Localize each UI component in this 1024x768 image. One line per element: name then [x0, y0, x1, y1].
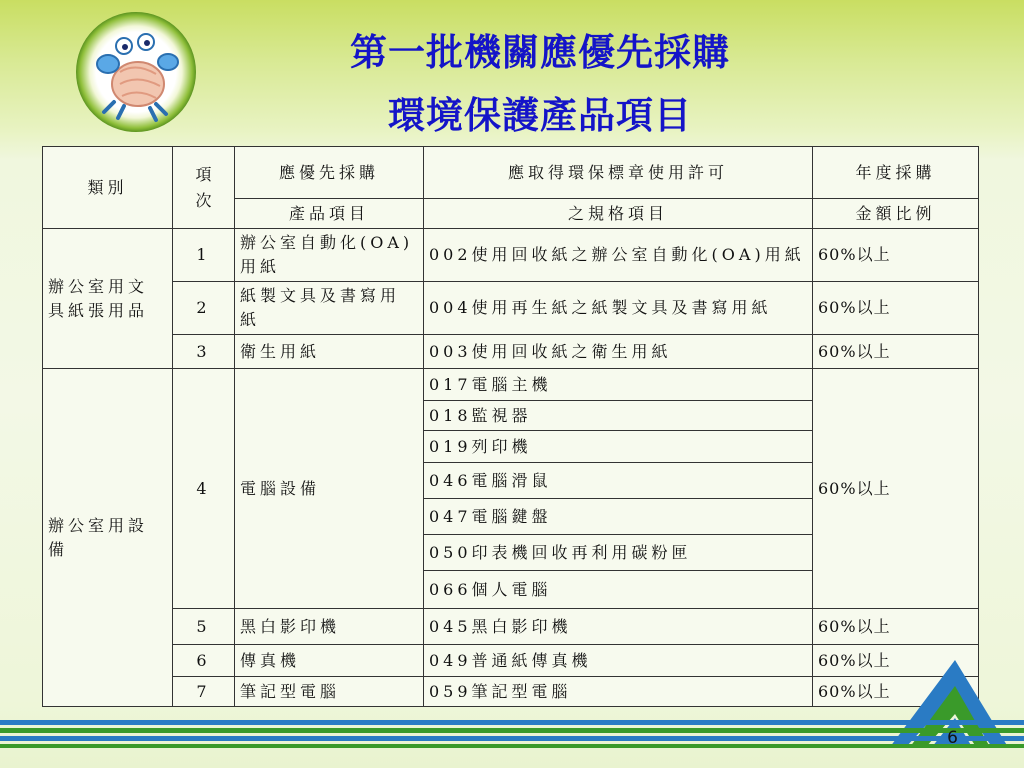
table-row: [43, 609, 979, 645]
row4-no: 4: [173, 369, 235, 609]
header-ratio-bottom: 金額比例: [813, 199, 979, 229]
footer-stripes: [0, 718, 1024, 768]
header-spec-bottom: 之規格項目: [424, 199, 813, 229]
row5-product: 黑白影印機: [235, 609, 424, 645]
page-title-line1: 第一批機關應優先採購: [350, 30, 730, 74]
page-number: 6: [947, 728, 958, 748]
row6-spec: 049普通紙傳真機: [424, 645, 813, 677]
row5-no: 5: [173, 609, 235, 645]
row4-spec-2: 018監視器: [424, 401, 813, 431]
header-product-top: 應優先採購: [235, 147, 424, 199]
row2-no: 2: [173, 282, 235, 335]
row3-product: 衛生用紙: [235, 335, 424, 369]
row4-product: 電腦設備: [235, 369, 424, 609]
row7-product: 筆記型電腦: [235, 677, 424, 707]
header-row-top: [43, 147, 979, 199]
row2-spec: 004使用再生紙之紙製文具及書寫用紙: [424, 282, 813, 335]
group-office-equipment: 辦公室用設備: [43, 369, 173, 707]
row7-no: 7: [173, 677, 235, 707]
row1-ratio: 60%以上: [813, 229, 979, 282]
row2-ratio: 60%以上: [813, 282, 979, 335]
table-row: [43, 645, 979, 677]
header-ratio-top: 年度採購: [813, 147, 979, 199]
row6-ratio: 60%以上: [813, 645, 979, 677]
header-product-bottom: 產品項目: [235, 199, 424, 229]
table-row: [43, 229, 979, 282]
row6-product: 傳真機: [235, 645, 424, 677]
row3-no: 3: [173, 335, 235, 369]
row3-spec: 003使用回收紙之衛生用紙: [424, 335, 813, 369]
header-category: 類別: [43, 147, 173, 229]
table-row: [43, 369, 979, 401]
row3-ratio: 60%以上: [813, 335, 979, 369]
row4-spec-5: 047電腦鍵盤: [424, 499, 813, 535]
row7-ratio: 60%以上: [813, 677, 979, 707]
row4-spec-6: 050印表機回收再利用碳粉匣: [424, 535, 813, 571]
group-office-paper: 辦公室用文具紙張用品: [43, 229, 173, 369]
row1-no: 1: [173, 229, 235, 282]
table-row: [43, 677, 979, 707]
row4-spec-4: 046電腦滑鼠: [424, 463, 813, 499]
row4-spec-7: 066個人電腦: [424, 571, 813, 609]
row5-ratio: 60%以上: [813, 609, 979, 645]
mascot-logo: [76, 12, 196, 132]
table-row: [43, 282, 979, 335]
header-spec-top: 應取得環保標章使用許可: [424, 147, 813, 199]
crab-mascot-icon: [76, 12, 196, 132]
row4-spec-3: 019列印機: [424, 431, 813, 463]
row1-product: 辦公室自動化(OA)用紙: [235, 229, 424, 282]
procurement-table: [42, 146, 979, 707]
header-item-no: 項次: [173, 147, 235, 229]
row4-spec-1: 017電腦主機: [424, 369, 813, 401]
table-row: [43, 335, 979, 369]
row4-ratio: 60%以上: [813, 369, 979, 609]
row2-product: 紙製文具及書寫用紙: [235, 282, 424, 335]
row7-spec: 059筆記型電腦: [424, 677, 813, 707]
row6-no: 6: [173, 645, 235, 677]
row5-spec: 045黑白影印機: [424, 609, 813, 645]
row1-spec: 002使用回收紙之辦公室自動化(OA)用紙: [424, 229, 813, 282]
page-title-line2: 環境保護產品項目: [388, 93, 692, 137]
